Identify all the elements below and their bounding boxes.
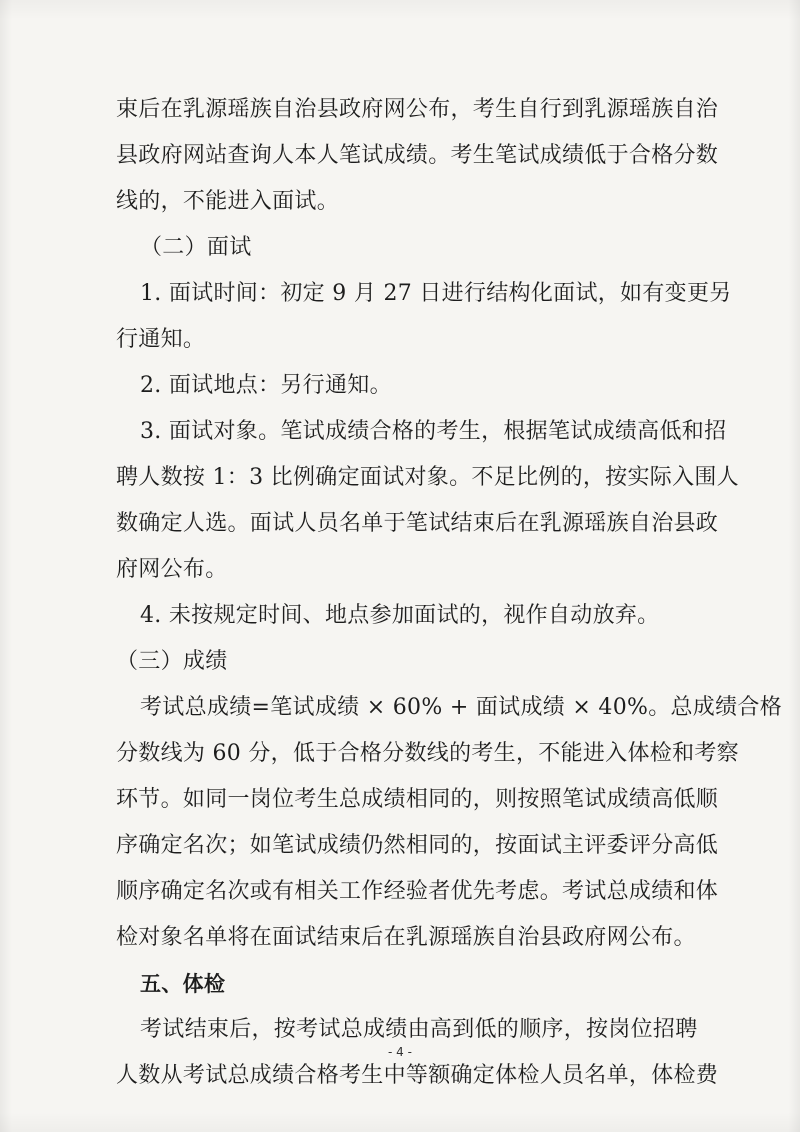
text-line-14: 考试总成绩=笔试成绩 × 60% + 面试成绩 × 40%。总成绩合格: [140, 695, 782, 720]
section-heading-medical-exam: 五、体检: [140, 972, 226, 996]
text-line-16: 环节。如同一岗位考生总成绩相同的，则按照笔试成绩高低顺: [116, 787, 719, 812]
text-line-10: 数确定人选。面试人员名单于笔试结束后在乳源瑶族自治县政: [116, 511, 719, 536]
text-line-6: 行通知。: [116, 327, 206, 352]
page-number: - 4 -: [388, 1045, 412, 1059]
text-line-18: 顺序确定名次或有相关工作经验者优先考虑。考试总成绩和体: [116, 879, 719, 904]
text-line-1: 束后在乳源瑶族自治县政府网公布，考生自行到乳源瑶族自治: [116, 97, 719, 122]
section-heading-interview: （二）面试: [140, 235, 252, 260]
text-line-11: 府网公布。: [116, 557, 228, 582]
text-line-22: 人数从考试总成绩合格考生中等额确定体检人员名单，体检费: [116, 1063, 719, 1088]
text-line-12: 4. 未按规定时间、地点参加面试的，视作自动放弃。: [140, 603, 660, 628]
text-line-5: 1. 面试时间：初定 9 月 27 日进行结构化面试，如有变更另: [140, 281, 732, 306]
text-line-8: 3. 面试对象。笔试成绩合格的考生，根据笔试成绩高低和招: [140, 419, 727, 444]
text-line-9: 聘人数按 1：3 比例确定面试对象。不足比例的，按实际入围人: [116, 465, 739, 490]
text-line-15: 分数线为 60 分，低于合格分数线的考生，不能进入体检和考察: [116, 741, 739, 766]
section-heading-results: （三）成绩: [116, 649, 228, 674]
text-line-21: 考试结束后，按考试总成绩由高到低的顺序，按岗位招聘: [140, 1017, 698, 1042]
text-line-19: 检对象名单将在面试结束后在乳源瑶族自治县政府网公布。: [116, 925, 696, 950]
text-line-3: 线的，不能进入面试。: [116, 189, 340, 214]
text-line-7: 2. 面试地点：另行通知。: [140, 373, 392, 398]
text-line-2: 县政府网站查询人本人笔试成绩。考生笔试成绩低于合格分数: [116, 143, 719, 168]
text-line-17: 序确定名次；如笔试成绩仍然相同的，按面试主评委评分高低: [116, 833, 719, 858]
